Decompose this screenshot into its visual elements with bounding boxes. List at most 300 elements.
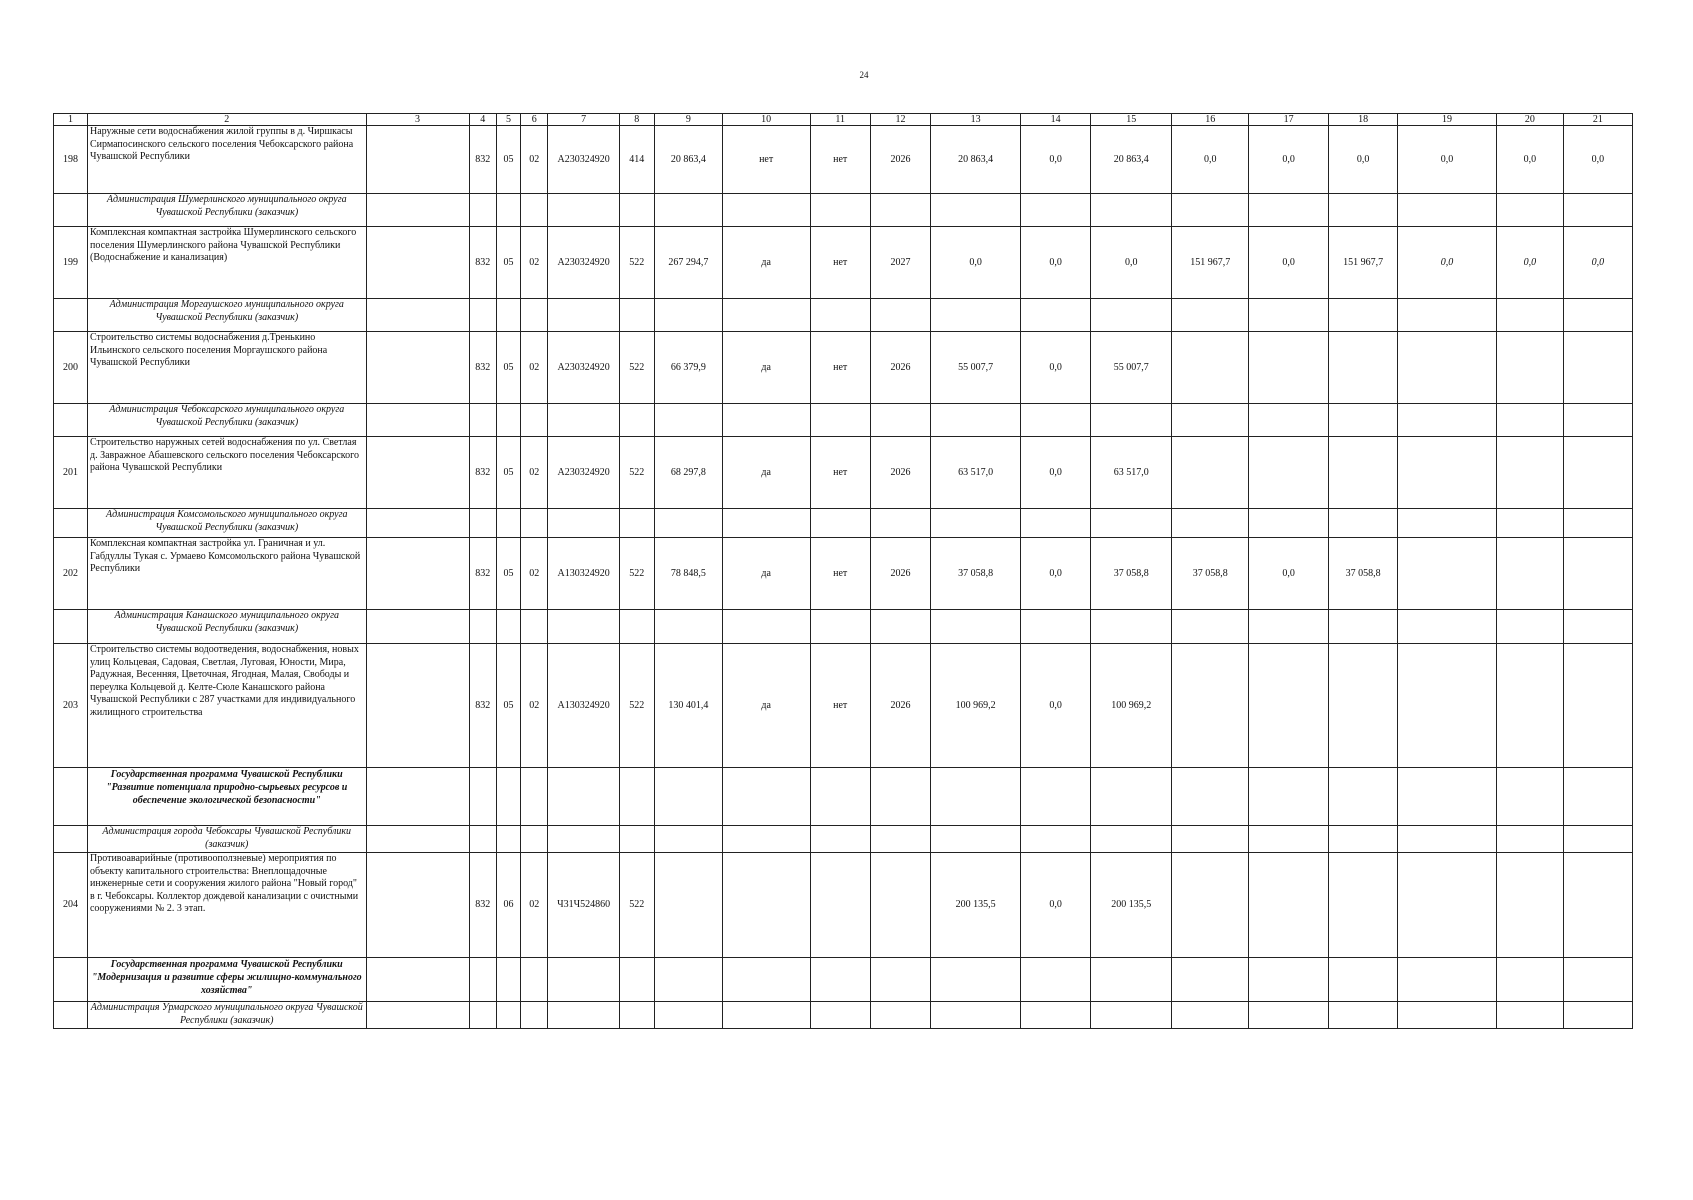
empty-cell [1172, 509, 1249, 538]
cell-col-4: 832 [469, 332, 496, 404]
cell-col-20: 0,0 [1496, 126, 1563, 194]
cell-col-20: 0,0 [1496, 227, 1563, 299]
empty-cell [54, 610, 88, 644]
column-header: 8 [619, 114, 654, 126]
empty-cell [1329, 404, 1398, 437]
cell-col-15: 37 058,8 [1091, 538, 1172, 610]
cell-col-9 [654, 853, 722, 958]
empty-cell [810, 404, 870, 437]
cell-col-18: 151 967,7 [1329, 227, 1398, 299]
cell-col-4: 832 [469, 538, 496, 610]
cell-col-3 [366, 332, 469, 404]
empty-cell [1091, 404, 1172, 437]
cell-col-8: 522 [619, 437, 654, 509]
cell-col-10: да [722, 332, 810, 404]
empty-cell [1021, 958, 1091, 1002]
empty-cell [54, 404, 88, 437]
column-header: 20 [1496, 114, 1563, 126]
empty-cell [1091, 768, 1172, 826]
empty-cell [810, 610, 870, 644]
empty-cell [931, 299, 1021, 332]
cell-col-6: 02 [521, 437, 548, 509]
empty-cell [496, 299, 520, 332]
cell-col-14: 0,0 [1021, 437, 1091, 509]
cell-col-21: 0,0 [1563, 126, 1632, 194]
cell-col-20 [1496, 437, 1563, 509]
cell-col-7: А130324920 [548, 644, 619, 768]
cell-col-8: 522 [619, 332, 654, 404]
cell-col-14: 0,0 [1021, 332, 1091, 404]
cell-col-12 [870, 853, 930, 958]
empty-cell [931, 768, 1021, 826]
customer-label: Администрация Канашского муниципального округа Чувашской Республики (заказчик) [87, 610, 366, 644]
empty-cell [1329, 299, 1398, 332]
column-header: 3 [366, 114, 469, 126]
table-row [54, 538, 1633, 610]
empty-cell [469, 768, 496, 826]
empty-cell [1249, 299, 1329, 332]
empty-cell [54, 826, 88, 853]
cell-col-18 [1329, 332, 1398, 404]
empty-cell [1398, 1002, 1497, 1029]
column-header: 13 [931, 114, 1021, 126]
empty-cell [1398, 509, 1497, 538]
empty-cell [366, 1002, 469, 1029]
empty-cell [54, 299, 88, 332]
empty-cell [722, 404, 810, 437]
cell-col-16 [1172, 332, 1249, 404]
empty-cell [1496, 768, 1563, 826]
table-row [54, 227, 1633, 299]
empty-cell [1091, 194, 1172, 227]
cell-col-13: 100 969,2 [931, 644, 1021, 768]
cell-col-17 [1249, 644, 1329, 768]
empty-cell [1091, 958, 1172, 1002]
empty-cell [654, 1002, 722, 1029]
empty-cell [810, 826, 870, 853]
empty-cell [469, 299, 496, 332]
empty-cell [1249, 610, 1329, 644]
empty-cell [619, 404, 654, 437]
empty-cell [1496, 194, 1563, 227]
empty-cell [870, 958, 930, 1002]
empty-cell [1091, 610, 1172, 644]
empty-cell [1172, 194, 1249, 227]
empty-cell [722, 299, 810, 332]
cell-col-12: 2026 [870, 126, 930, 194]
cell-col-13: 37 058,8 [931, 538, 1021, 610]
empty-cell [1172, 958, 1249, 1002]
empty-cell [1021, 610, 1091, 644]
customer-row [54, 299, 1633, 332]
empty-cell [619, 509, 654, 538]
customer-label: Администрация Урмарского муниципального округа Чувашской Республики (заказчик) [87, 1002, 366, 1029]
empty-cell [722, 610, 810, 644]
empty-cell [1329, 826, 1398, 853]
cell-col-13: 55 007,7 [931, 332, 1021, 404]
empty-cell [722, 194, 810, 227]
empty-cell [521, 404, 548, 437]
cell-col-16: 37 058,8 [1172, 538, 1249, 610]
cell-col-18: 0,0 [1329, 126, 1398, 194]
cell-col-7: А230324920 [548, 437, 619, 509]
cell-col-8: 522 [619, 227, 654, 299]
empty-cell [931, 958, 1021, 1002]
empty-cell [521, 1002, 548, 1029]
empty-cell [1496, 610, 1563, 644]
cell-col-12: 2026 [870, 332, 930, 404]
cell-col-10: да [722, 227, 810, 299]
column-header: 18 [1329, 114, 1398, 126]
empty-cell [1496, 1002, 1563, 1029]
empty-cell [1329, 610, 1398, 644]
empty-cell [1398, 404, 1497, 437]
empty-cell [469, 826, 496, 853]
empty-cell [469, 194, 496, 227]
cell-col-9: 130 401,4 [654, 644, 722, 768]
row-number: 202 [54, 538, 88, 610]
column-header: 4 [469, 114, 496, 126]
cell-col-4: 832 [469, 227, 496, 299]
cell-col-3 [366, 437, 469, 509]
empty-cell [654, 194, 722, 227]
cell-col-3 [366, 126, 469, 194]
empty-cell [1563, 299, 1632, 332]
empty-cell [1329, 194, 1398, 227]
cell-col-7: А130324920 [548, 538, 619, 610]
empty-cell [496, 1002, 520, 1029]
cell-col-11: нет [810, 332, 870, 404]
cell-col-3 [366, 538, 469, 610]
column-header: 17 [1249, 114, 1329, 126]
cell-col-5: 05 [496, 227, 520, 299]
cell-col-19 [1398, 437, 1497, 509]
empty-cell [1329, 1002, 1398, 1029]
program-label: Государственная программа Чувашской Республики "Модернизация и развитие сферы жилищно-коммунального хозяйства" [87, 958, 366, 1002]
table-row [54, 644, 1633, 768]
empty-cell [654, 509, 722, 538]
column-header: 5 [496, 114, 520, 126]
empty-cell [496, 194, 520, 227]
empty-cell [1021, 826, 1091, 853]
empty-cell [1021, 404, 1091, 437]
customer-row [54, 1002, 1633, 1029]
empty-cell [722, 958, 810, 1002]
cell-col-4: 832 [469, 437, 496, 509]
cell-col-6: 02 [521, 332, 548, 404]
empty-cell [1172, 768, 1249, 826]
empty-cell [1091, 1002, 1172, 1029]
cell-col-15: 100 969,2 [1091, 644, 1172, 768]
program-row [54, 768, 1633, 826]
cell-col-13: 0,0 [931, 227, 1021, 299]
empty-cell [1563, 826, 1632, 853]
cell-col-21 [1563, 644, 1632, 768]
object-name: Комплексная компактная застройка ул. Граничная и ул. Габдуллы Тукая с. Урмаево Комсомольского района Чувашской Республики [87, 538, 366, 610]
empty-cell [548, 826, 619, 853]
cell-col-9: 66 379,9 [654, 332, 722, 404]
cell-col-10: да [722, 437, 810, 509]
program-label: Государственная программа Чувашской Республики "Развитие потенциала природно-сырьевых ресурсов и обеспечение экологической безопасности" [87, 768, 366, 826]
empty-cell [870, 194, 930, 227]
object-name: Строительство системы водоснабжения д.Тренькино Ильинского сельского поселения Моргаушского района Чувашской Республики [87, 332, 366, 404]
empty-cell [870, 768, 930, 826]
empty-cell [722, 826, 810, 853]
empty-cell [931, 509, 1021, 538]
cell-col-20 [1496, 332, 1563, 404]
object-name: Строительство наружных сетей водоснабжения по ул. Светлая д. Завражное Абашевского сельского поселения Чебоксарского района Чувашской Республики [87, 437, 366, 509]
empty-cell [619, 768, 654, 826]
customer-row [54, 610, 1633, 644]
cell-col-5: 05 [496, 644, 520, 768]
empty-cell [870, 299, 930, 332]
empty-cell [496, 768, 520, 826]
customer-label: Администрация города Чебоксары Чувашской Республики (заказчик) [87, 826, 366, 853]
customer-label: Администрация Комсомольского муниципального округа Чувашской Республики (заказчик) [87, 509, 366, 538]
cell-col-14: 0,0 [1021, 538, 1091, 610]
empty-cell [366, 610, 469, 644]
cell-col-6: 02 [521, 644, 548, 768]
cell-col-7: А230324920 [548, 332, 619, 404]
empty-cell [619, 826, 654, 853]
empty-cell [1172, 610, 1249, 644]
column-header: 16 [1172, 114, 1249, 126]
customer-label: Администрация Моргаушского муниципального округа Чувашской Республики (заказчик) [87, 299, 366, 332]
empty-cell [1329, 768, 1398, 826]
empty-cell [654, 610, 722, 644]
cell-col-11: нет [810, 126, 870, 194]
cell-col-19 [1398, 853, 1497, 958]
table-row [54, 853, 1633, 958]
column-header-row [54, 114, 1633, 126]
cell-col-11: нет [810, 227, 870, 299]
object-name: Наружные сети водоснабжения жилой группы в д. Чиршкасы Сирмапосинского сельского поселения Чебоксарского района Чувашской Республики [87, 126, 366, 194]
empty-cell [722, 768, 810, 826]
cell-col-14: 0,0 [1021, 644, 1091, 768]
customer-row [54, 194, 1633, 227]
table-row [54, 332, 1633, 404]
cell-col-18 [1329, 437, 1398, 509]
empty-cell [469, 509, 496, 538]
column-header: 6 [521, 114, 548, 126]
cell-col-10: нет [722, 126, 810, 194]
empty-cell [521, 610, 548, 644]
empty-cell [366, 958, 469, 1002]
empty-cell [1398, 299, 1497, 332]
cell-col-17: 0,0 [1249, 227, 1329, 299]
object-name: Комплексная компактная застройка Шумерлинского сельского поселения Шумерлинского района Чувашской Республики (Водоснабжение и канализация) [87, 227, 366, 299]
row-number: 200 [54, 332, 88, 404]
empty-cell [521, 958, 548, 1002]
empty-cell [548, 509, 619, 538]
empty-cell [654, 958, 722, 1002]
customer-label: Администрация Чебоксарского муниципального округа Чувашской Республики (заказчик) [87, 404, 366, 437]
empty-cell [931, 1002, 1021, 1029]
empty-cell [654, 768, 722, 826]
program-row [54, 958, 1633, 1002]
empty-cell [366, 194, 469, 227]
empty-cell [1249, 509, 1329, 538]
empty-cell [1496, 299, 1563, 332]
empty-cell [1329, 509, 1398, 538]
row-number: 199 [54, 227, 88, 299]
empty-cell [1091, 826, 1172, 853]
cell-col-5: 05 [496, 538, 520, 610]
cell-col-17 [1249, 332, 1329, 404]
empty-cell [1021, 1002, 1091, 1029]
cell-col-8: 522 [619, 644, 654, 768]
empty-cell [548, 768, 619, 826]
empty-cell [1329, 958, 1398, 1002]
empty-cell [548, 299, 619, 332]
empty-cell [1496, 404, 1563, 437]
cell-col-9: 20 863,4 [654, 126, 722, 194]
cell-col-16 [1172, 437, 1249, 509]
cell-col-13: 200 135,5 [931, 853, 1021, 958]
column-header: 2 [87, 114, 366, 126]
empty-cell [870, 404, 930, 437]
empty-cell [54, 958, 88, 1002]
row-number: 204 [54, 853, 88, 958]
cell-col-16: 0,0 [1172, 126, 1249, 194]
cell-col-14: 0,0 [1021, 853, 1091, 958]
empty-cell [548, 958, 619, 1002]
cell-col-5: 05 [496, 126, 520, 194]
cell-col-18 [1329, 644, 1398, 768]
column-header: 7 [548, 114, 619, 126]
cell-col-12: 2026 [870, 538, 930, 610]
empty-cell [654, 826, 722, 853]
cell-col-4: 832 [469, 126, 496, 194]
column-header: 10 [722, 114, 810, 126]
empty-cell [496, 610, 520, 644]
empty-cell [1021, 509, 1091, 538]
empty-cell [1249, 958, 1329, 1002]
empty-cell [521, 509, 548, 538]
empty-cell [469, 1002, 496, 1029]
empty-cell [1249, 194, 1329, 227]
empty-cell [1172, 299, 1249, 332]
empty-cell [1563, 1002, 1632, 1029]
cell-col-11: нет [810, 644, 870, 768]
empty-cell [810, 194, 870, 227]
cell-col-16: 151 967,7 [1172, 227, 1249, 299]
empty-cell [1091, 299, 1172, 332]
empty-cell [54, 768, 88, 826]
cell-col-10: да [722, 644, 810, 768]
row-number: 198 [54, 126, 88, 194]
cell-col-4: 832 [469, 853, 496, 958]
empty-cell [1563, 958, 1632, 1002]
column-header: 1 [54, 114, 88, 126]
customer-label: Администрация Шумерлинского муниципального округа Чувашской Республики (заказчик) [87, 194, 366, 227]
empty-cell [1172, 826, 1249, 853]
cell-col-9: 78 848,5 [654, 538, 722, 610]
table-row [54, 126, 1633, 194]
cell-col-11: нет [810, 437, 870, 509]
empty-cell [1249, 826, 1329, 853]
empty-cell [1021, 194, 1091, 227]
empty-cell [548, 404, 619, 437]
cell-col-9: 267 294,7 [654, 227, 722, 299]
empty-cell [931, 404, 1021, 437]
empty-cell [1398, 958, 1497, 1002]
cell-col-4: 832 [469, 644, 496, 768]
cell-col-20 [1496, 853, 1563, 958]
row-number: 201 [54, 437, 88, 509]
cell-col-3 [366, 227, 469, 299]
cell-col-5: 06 [496, 853, 520, 958]
empty-cell [1563, 509, 1632, 538]
empty-cell [496, 404, 520, 437]
empty-cell [1398, 768, 1497, 826]
cell-col-5: 05 [496, 332, 520, 404]
empty-cell [1496, 958, 1563, 1002]
empty-cell [366, 299, 469, 332]
cell-col-21 [1563, 437, 1632, 509]
empty-cell [1172, 404, 1249, 437]
object-name: Строительство системы водоотведения, водоснабжения, новых улиц Кольцевая, Садовая, Светлая, Луговая, Юности, Мира, Радужная, Весенняя, Цветочная, Ягодная, Малая, Свободы и переулка Кольцевой д. Келте-Сюле Канашского района Чувашской Республики с 287 участками для индивидуального жилищного строительства [87, 644, 366, 768]
empty-cell [619, 299, 654, 332]
cell-col-21 [1563, 332, 1632, 404]
cell-col-18: 37 058,8 [1329, 538, 1398, 610]
empty-cell [521, 826, 548, 853]
column-header: 21 [1563, 114, 1632, 126]
cell-col-15: 55 007,7 [1091, 332, 1172, 404]
cell-col-7: А230324920 [548, 126, 619, 194]
empty-cell [1563, 768, 1632, 826]
empty-cell [54, 1002, 88, 1029]
page-number: 24 [859, 70, 869, 80]
empty-cell [870, 826, 930, 853]
empty-cell [1091, 509, 1172, 538]
empty-cell [1563, 404, 1632, 437]
cell-col-9: 68 297,8 [654, 437, 722, 509]
cell-col-7: А230324920 [548, 227, 619, 299]
cell-col-18 [1329, 853, 1398, 958]
cell-col-6: 02 [521, 227, 548, 299]
cell-col-8: 414 [619, 126, 654, 194]
empty-cell [496, 509, 520, 538]
cell-col-17: 0,0 [1249, 538, 1329, 610]
cell-col-15: 63 517,0 [1091, 437, 1172, 509]
column-header: 14 [1021, 114, 1091, 126]
cell-col-12: 2027 [870, 227, 930, 299]
cell-col-12: 2026 [870, 644, 930, 768]
column-header: 19 [1398, 114, 1497, 126]
column-header: 9 [654, 114, 722, 126]
customer-row [54, 404, 1633, 437]
empty-cell [870, 610, 930, 644]
empty-cell [619, 610, 654, 644]
cell-col-17 [1249, 437, 1329, 509]
cell-col-17 [1249, 853, 1329, 958]
empty-cell [1249, 404, 1329, 437]
cell-col-6: 02 [521, 126, 548, 194]
row-number: 203 [54, 644, 88, 768]
empty-cell [548, 194, 619, 227]
cell-col-12: 2026 [870, 437, 930, 509]
empty-cell [619, 194, 654, 227]
empty-cell [54, 509, 88, 538]
cell-col-15: 20 863,4 [1091, 126, 1172, 194]
budget-table [53, 113, 1633, 1029]
cell-col-13: 20 863,4 [931, 126, 1021, 194]
table-row [54, 437, 1633, 509]
cell-col-19: 0,0 [1398, 126, 1497, 194]
cell-col-11: нет [810, 538, 870, 610]
empty-cell [366, 826, 469, 853]
